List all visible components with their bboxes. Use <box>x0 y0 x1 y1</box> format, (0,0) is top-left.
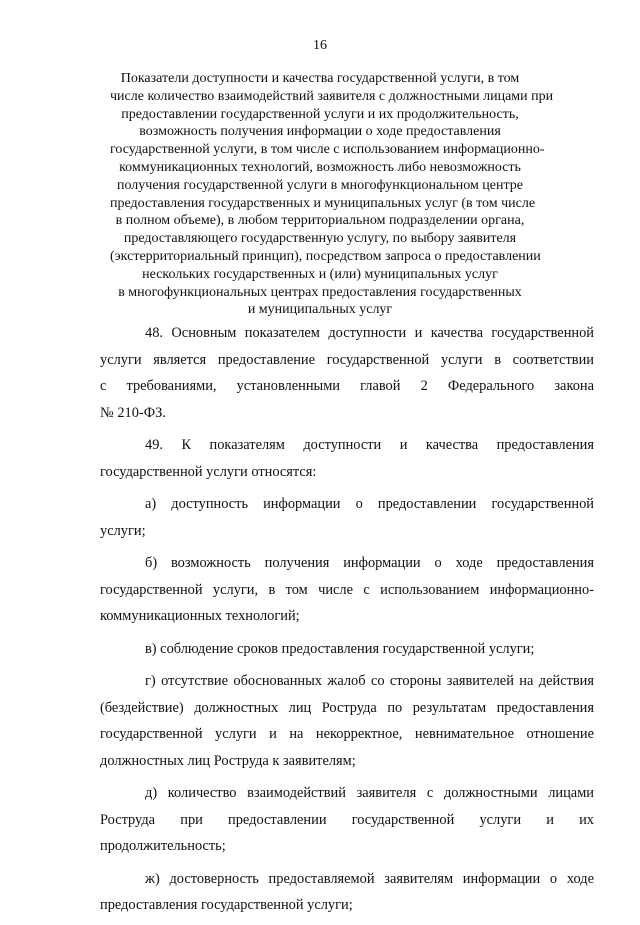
text-line: услуги является предоставление государственной услуги в соответствии <box>100 351 594 368</box>
text-line: должностных лиц Роструда к заявителям; <box>100 752 356 769</box>
heading-line: и муниципальных услуг <box>247 302 393 318</box>
heading-line: государственной услуги, в том числе с использованием информационно- <box>110 142 545 158</box>
text-line: а) доступность информации о предоставлении государственной <box>145 496 594 512</box>
heading-line: числе количество взаимодействий заявителя с должностными лицами при <box>110 88 554 104</box>
text-line: Роструда при предоставлении государственной услуги и их <box>100 811 594 828</box>
list-item-b <box>100 550 594 630</box>
paragraph-48 <box>100 320 594 426</box>
text-line: государственной услуги и на некорректное, невнимательное отношение <box>100 726 594 742</box>
page-number: 16 <box>313 38 327 53</box>
paragraph-49 <box>100 432 594 485</box>
heading-line: нескольких государственных и (или) муниципальных услуг <box>142 266 498 282</box>
heading-line: предоставления государственных и муниципальных услуг (в том числе <box>110 195 536 211</box>
section-heading <box>110 70 554 319</box>
text-line: д) количество взаимодействий заявителя с должностными лицами <box>145 785 594 801</box>
text-line: услуги; <box>100 522 146 539</box>
text-line: 48. Основным показателем доступности и качества государственной <box>145 325 594 341</box>
heading-line: в полном объеме), в любом территориальном подразделении органа, <box>115 213 525 229</box>
text-line: № 210-ФЗ. <box>100 404 166 421</box>
text-line: (бездействие) должностных лиц Роструда по результатам предоставления <box>100 699 594 716</box>
text-line: предоставления государственной услуги; <box>100 897 353 913</box>
document-body <box>100 320 594 925</box>
heading-line: коммуникационных технологий, возможность либо невозможность <box>119 159 521 175</box>
list-item-v <box>100 636 594 663</box>
text-line: продолжительность; <box>100 838 226 854</box>
heading-line: (экстерриториальный принцип), посредством запроса о предоставлении <box>110 248 541 264</box>
heading-line: предоставлении государственной услуги и их продолжительность, <box>121 106 519 122</box>
list-item-d <box>100 780 594 860</box>
list-item-a <box>100 491 594 544</box>
heading-line: в многофункциональных центрах предоставления государственных <box>118 284 522 300</box>
text-line: с требованиями, установленными главой 2 Федерального закона <box>100 378 594 394</box>
text-line: б) возможность получения информации о ходе предоставления <box>145 555 594 571</box>
heading-line: Показатели доступности и качества государственной услуги, в том <box>120 71 520 86</box>
text-line: 49. К показателям доступности и качества предоставления <box>145 437 594 453</box>
heading-line: возможность получения информации о ходе предоставления <box>139 124 501 140</box>
list-item-g <box>100 668 594 774</box>
heading-line: получения государственной услуги в многофункциональном центре <box>116 177 524 193</box>
text-line: г) отсутствие обоснованных жалоб со стороны заявителей на действия <box>145 673 594 689</box>
list-item-zh <box>100 866 594 919</box>
text-line: государственной услуги относятся: <box>100 463 317 480</box>
text-line: государственной услуги, в том числе с использованием информационно- <box>100 581 594 598</box>
heading-line: предоставляющего государственную услугу, по выбору заявителя <box>123 231 517 247</box>
text-line: коммуникационных технологий; <box>100 608 300 624</box>
text-line: в) соблюдение сроков предоставления государственной услуги; <box>145 640 535 657</box>
text-line: ж) достоверность предоставляемой заявителям информации о ходе <box>145 870 594 887</box>
